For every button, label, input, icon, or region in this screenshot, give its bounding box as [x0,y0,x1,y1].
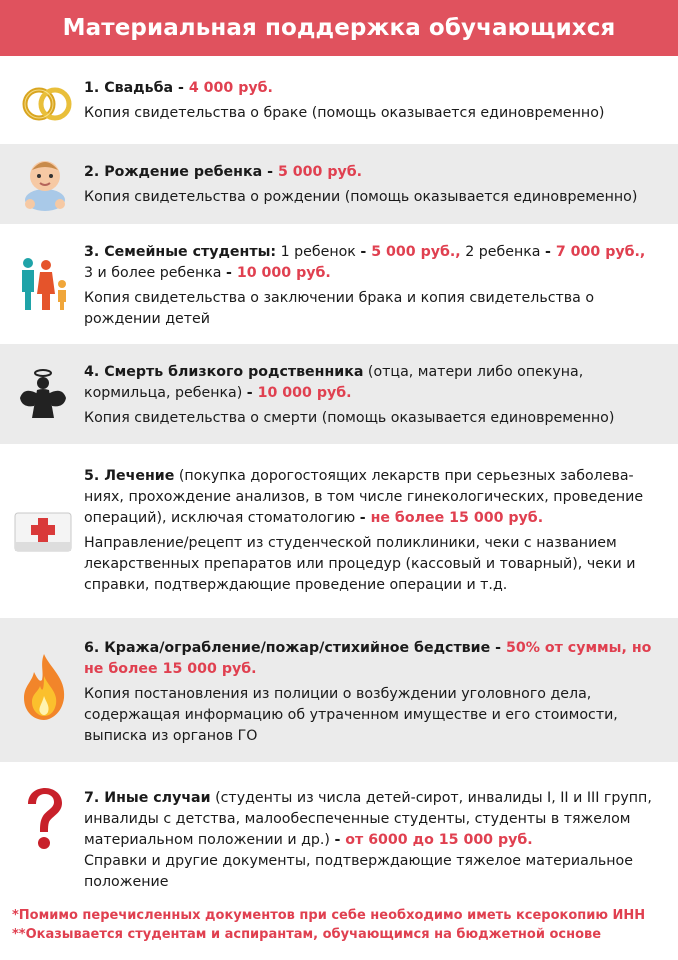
item-amount: 10 000 руб. [257,385,352,401]
page-title: Материальная поддержка обучающихся [62,15,616,41]
item-text: 3. Семейные студенты: 1 ребенок - 5 000 руб., 2 ребенка - 7 000 руб., 3 и более ребенка - 10 000 руб. Копия свидетельства о заключении брака и копия свидетельства о рождении детей [84,242,666,330]
item-documents: Копия свидетельства о заключении брака и копия свидетельства о рождении детей [84,290,595,327]
baby-icon [20,156,70,212]
item-documents: Справки и другие документы, подтверждающие тяжелое материальное положение [84,853,633,890]
item-amount: 10 000 руб. [236,265,331,281]
item-birth [0,144,678,224]
footnotes [12,906,645,944]
item-treatment [0,448,678,614]
question-mark-icon [22,786,66,852]
item-amount: 5 000 руб. [277,164,363,180]
item-text: 2. Рождение ребенка - 5 000 руб. Копия свидетельства о рождении (помощь оказывается единовременно) [84,162,666,208]
angel-icon [18,368,68,420]
item-documents: Копия свидетельства о смерти (помощь оказывается единовременно) [84,410,615,426]
item-amount: от 6000 до 15 000 руб. [345,832,533,848]
item-text: 6. Кража/ограбление/пожар/стихийное бедствие - 50% от суммы, но не более 15 000 руб. Копия постановления из полиции о возбуждении уголовного дела, содержащая информацию об утраченном имуществе и его стоимости, выписка из органов ГО [84,638,666,747]
footnote-budget: **Оказывается студентам и аспирантам, обучающимся на бюджетной основе [12,927,602,942]
item-amount: 7 000 руб., [555,244,646,260]
item-amount: 5 000 руб., [371,244,461,260]
item-text: 4. Смерть близкого родственника (отца, матери либо опекуна, кормильца, ребенка) - 10 000 руб. Копия свидетельства о смерти (помощь оказывается единовременно) [84,362,666,429]
item-title: 7. Иные случаи [84,790,211,806]
family-icon [16,256,72,312]
item-text: 1. Свадьба - 4 000 руб. Копия свидетельства о браке (помощь оказывается единовременно) [84,78,666,124]
wedding-rings-icon [20,80,74,124]
item-amount: не более 15 000 руб. [370,510,544,526]
fire-icon [20,652,68,722]
item-text: 5. Лечение (покупка дорогостоящих лекарств при серьезных заболеваниях, прохождение анализов, в том числе гинекологических, проведение операций), исключая стоматологию - не более 15 000 руб. Направление/рецепт из студенческой поликлиники, чеки с названием лекарственных препаратов или процедур (кассовый и товарный), чеки и справки, подтверждающие проведение операции и т.д. [84,466,666,596]
page-header [0,0,678,56]
item-text: 7. Иные случаи (студенты из числа детей-сирот, инвалиды I, II и III групп, инвалиды с детства, малообеспеченные студенты, студенты в тяжелом материальном положении и др.) - от 6000 до 15 000 руб. Справки и другие документы, подтверждающие тяжелое материальное положение [84,788,666,893]
item-documents: Направление/рецепт из студенческой поликлиники, чеки с названием лекарственных препаратов или процедур (кассовый и товарный), чеки и справки, подтверждающие проведение операции и т.д. [84,535,636,593]
item-title: 1. Свадьба [84,80,174,96]
item-title: 4. Смерть близкого родственника [84,364,364,380]
item-documents: Копия свидетельства о браке (помощь оказывается единовременно) [84,105,605,121]
item-wedding [0,62,678,140]
item-title: 2. Рождение ребенка [84,164,263,180]
item-death [0,344,678,444]
item-other [0,766,678,896]
item-amount: 4 000 руб. [188,80,273,96]
item-theft-fire [0,618,678,762]
item-amount: 50% от суммы, но не более 15 000 руб. [84,640,652,677]
medical-cross-icon [14,512,72,552]
item-title: 3. Семейные студенты: [84,244,277,260]
item-title: 6. Кража/ограбление/пожар/стихийное бедствие [84,640,491,656]
item-family [0,228,678,340]
item-documents: Копия постановления из полиции о возбуждении уголовного дела, содержащая информацию об утраченном имуществе и его стоимости, выписка из органов ГО [84,686,618,744]
item-title: 5. Лечение [84,468,175,484]
footnote-inn: *Помимо перечисленных документов при себе необходимо иметь ксерокопию ИНН [12,908,646,923]
item-documents: Копия свидетельства о рождении (помощь оказывается единовременно) [84,189,638,205]
